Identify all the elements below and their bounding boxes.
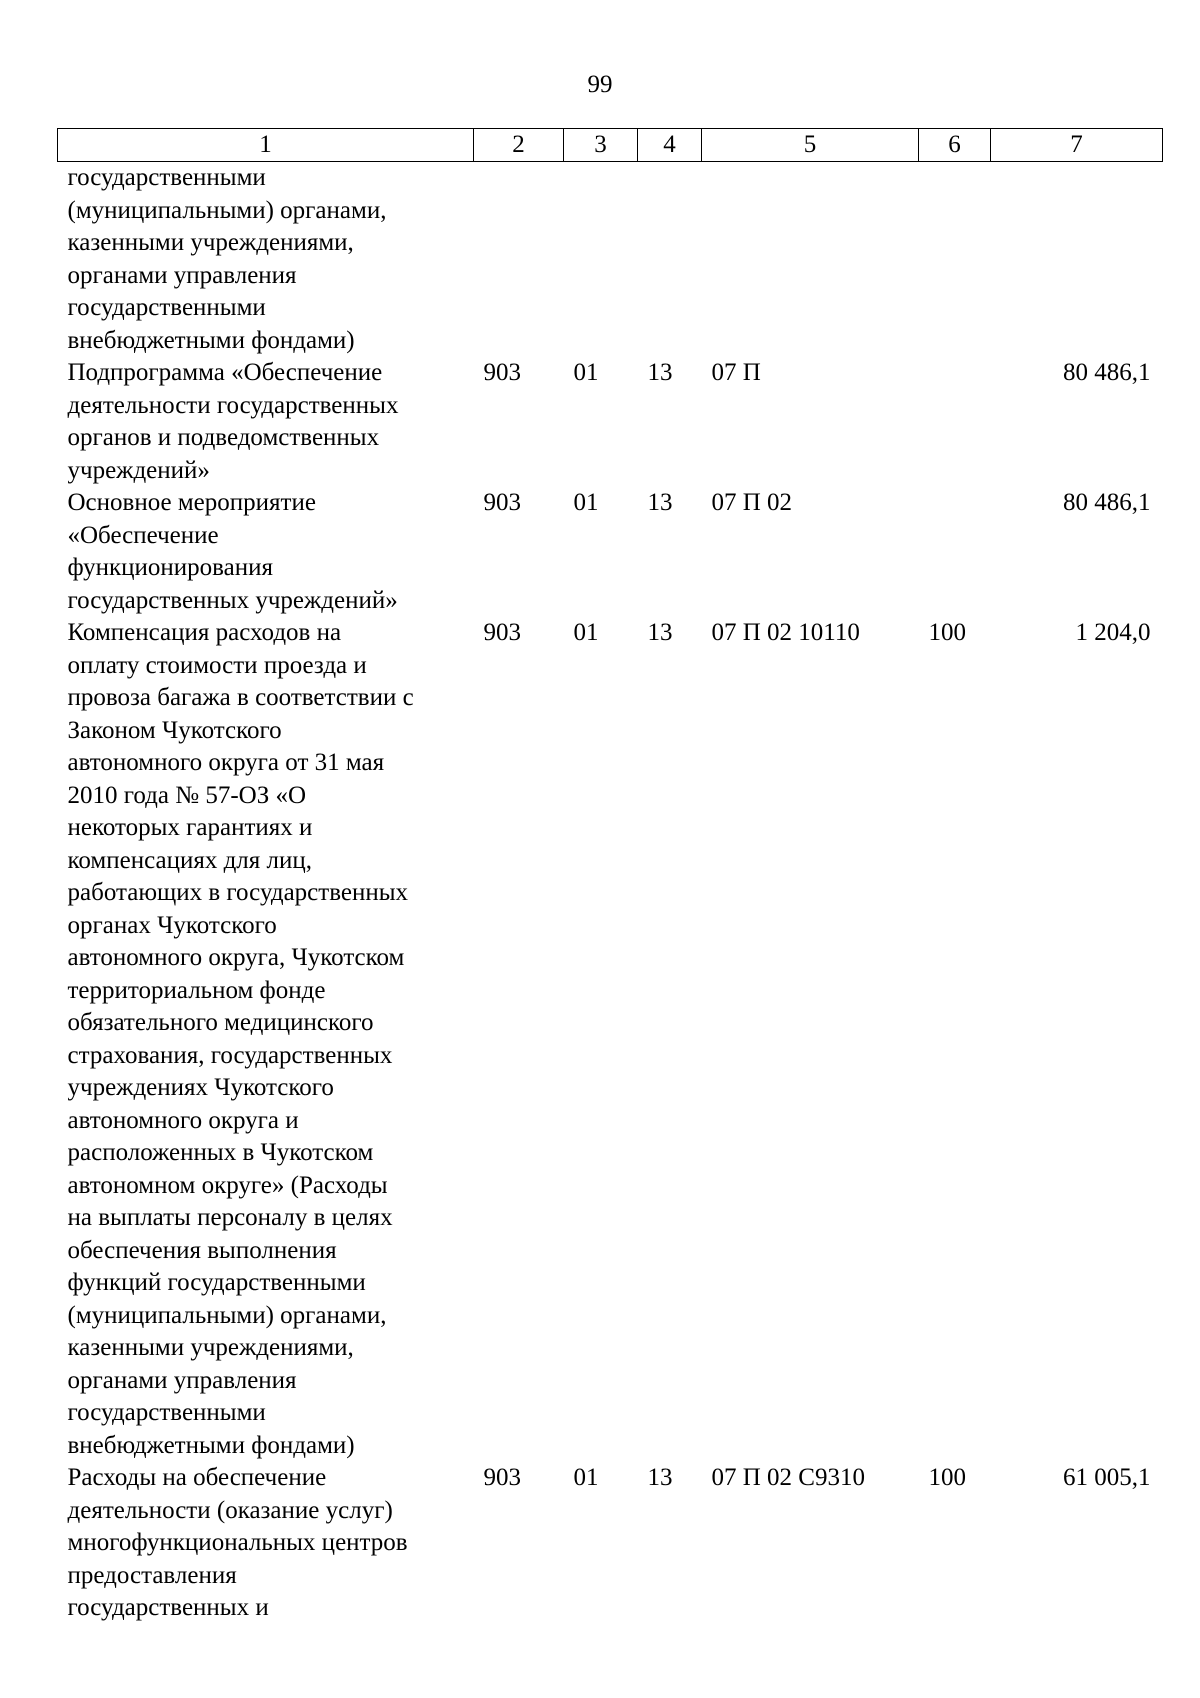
row-description [58,162,474,358]
column-header-3: 3 [564,129,638,162]
row-description [58,617,474,1462]
description-line: Основное мероприятие [67,489,316,516]
table-row [58,1462,1163,1625]
description-line: компенсациях для лиц, [67,846,313,874]
target-article-cell [702,162,919,358]
section-code-cell: 01 [573,1464,599,1491]
column-header-5: 5 [702,129,919,162]
description-line: обеспечения выполнения [67,1236,337,1264]
description-line: учреждениях Чукотского [67,1074,334,1101]
column-header-6: 6 [919,129,991,162]
description-line: Расходы на обеспечение [67,1464,327,1491]
ministry-code-cell: 903 [483,1464,521,1491]
expense-type-cell: 100 [928,1464,966,1491]
amount-cell: 61 005,1 [1063,1464,1151,1491]
section-code-cell: 01 [573,489,599,516]
description-line: на выплаты персоналу в целях [67,1204,393,1231]
table-row [58,487,1163,617]
subsection-code-cell: 13 [647,359,673,386]
description-line: территориальном фонде [67,976,326,1004]
table-row [58,617,1163,1462]
description-line: провоза багажа в соответствии с [67,684,414,711]
description-line: органов и подведомственных [67,424,380,451]
description-line: органами управления [67,1366,297,1394]
description-line: внебюджетными фондами) [67,1431,355,1459]
description-line: многофункциональных центров [67,1529,408,1556]
section-code-cell [564,162,638,358]
description-line: внебюджетными фондами) [67,326,355,354]
ministry-code-cell: 903 [483,489,521,516]
description-line: автономном округе» (Расходы [67,1171,388,1199]
description-line: государственных учреждений» [67,586,398,614]
subsection-code-cell: 13 [647,619,673,646]
description-line: автономного округа и [67,1106,299,1134]
budget-table [57,128,1163,1625]
description-line: государственных и [67,1594,269,1621]
expense-type-cell [919,162,991,358]
expense-type-cell [919,487,991,617]
description-line: деятельности государственных [67,391,399,419]
table-row [58,357,1163,487]
section-code-cell: 01 [573,619,599,646]
description-line: Законом Чукотского [67,716,282,744]
description-line: государственными [67,294,266,321]
target-article-cell: 07 П [711,359,761,386]
description-line: казенными учреждениями, [67,1334,354,1361]
description-line: оплату стоимости проезда и [67,651,367,679]
description-line: государственными [67,1399,266,1426]
row-description [58,1462,474,1625]
description-line: государственными [67,164,266,191]
description-line: казенными учреждениями, [67,229,354,256]
amount-cell: 80 486,1 [1063,359,1151,386]
expense-type-cell [919,357,991,487]
description-line: органах Чукотского [67,911,277,939]
ministry-code-cell: 903 [483,619,521,646]
subsection-code-cell: 13 [647,1464,673,1491]
description-line: обязательного медицинского [67,1009,374,1036]
description-line: автономного округа от 31 мая [67,749,385,776]
description-line: 2010 года № 57-ОЗ «О [67,781,307,809]
section-code-cell: 01 [573,359,599,386]
description-line: Подпрограмма «Обеспечение [67,359,383,386]
subsection-code-cell [638,162,702,358]
expense-type-cell: 100 [928,619,966,646]
ministry-code-cell: 903 [483,359,521,386]
description-line: органами управления [67,261,297,289]
header-row [58,129,1163,162]
column-header-1: 1 [58,129,474,162]
description-line: (муниципальными) органами, [67,196,387,224]
description-line: страхования, государственных [67,1041,393,1069]
description-line: (муниципальными) органами, [67,1301,387,1329]
subsection-code-cell: 13 [647,489,673,516]
description-line: некоторых гарантиях и [67,814,313,841]
description-line: «Обеспечение [67,521,219,549]
amount-cell: 1 204,0 [1075,619,1151,646]
description-line: расположенных в Чукотском [67,1139,374,1166]
table-body [58,162,1163,1625]
description-line: предоставления [67,1561,237,1589]
column-header-2: 2 [474,129,564,162]
target-article-cell: 07 П 02 10110 [711,619,860,646]
column-header-4: 4 [638,129,702,162]
page-number: 99 [587,71,613,98]
description-line: учреждений» [67,456,210,484]
description-line: автономного округа, Чукотском [67,944,405,971]
description-line: деятельности (оказание услуг) [67,1496,393,1524]
row-description [58,487,474,617]
column-header-7: 7 [991,129,1163,162]
description-line: Компенсация расходов на [67,619,342,646]
target-article-cell: 07 П 02 С9310 [711,1464,865,1491]
description-line: работающих в государственных [67,879,409,906]
table-row [58,162,1163,358]
description-line: функционирования [67,554,273,581]
ministry-code-cell [474,162,564,358]
amount-cell [991,162,1163,358]
row-description [58,357,474,487]
description-line: функций государственными [67,1269,366,1296]
target-article-cell: 07 П 02 [711,489,793,516]
amount-cell: 80 486,1 [1063,489,1151,516]
